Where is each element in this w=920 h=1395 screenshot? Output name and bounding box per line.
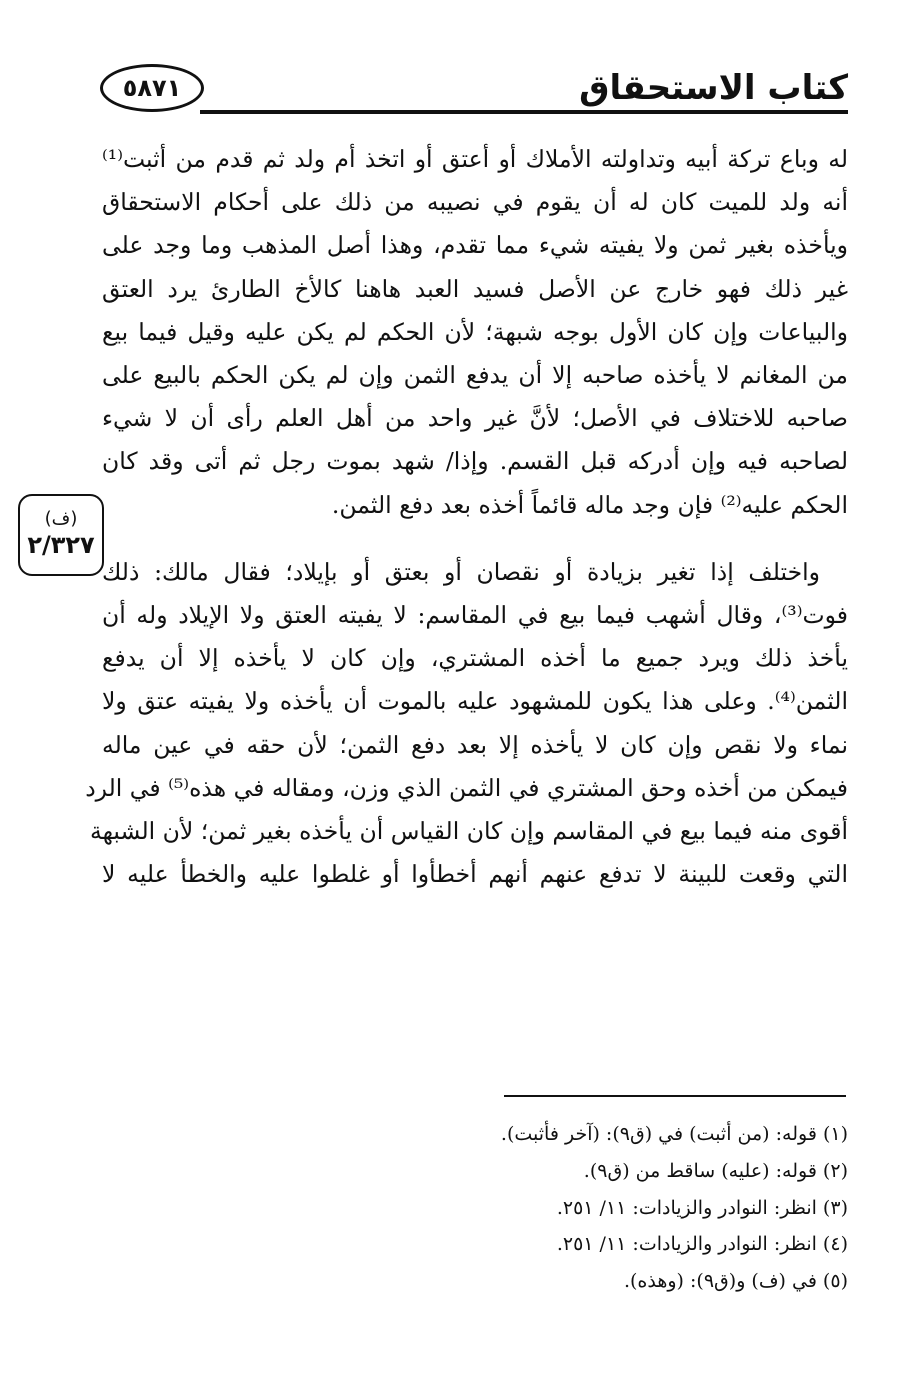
text-line: أقوى منه فيما بيع في المقاسم وإن كان القياس أن يأخذه بغير ثمن؛ لأن الشبهة: [89, 817, 848, 846]
text-line: الثمن⁽⁴⁾. وعلى هذا يكون للمشهود عليه بالموت أن يأخذه ولا يفيته عتق ولا: [102, 687, 848, 716]
text-line: صاحبه للاختلاف في الأصل؛ لأنَّ غير واحد من أهل العلم رأى أن لا شيء: [102, 404, 848, 433]
text-line: لصاحبه فيه وإن أدركه قبل القسم. وإذا/ شهد بموت رجل ثم أتى وقد كان: [102, 447, 848, 476]
margin-folio-note: [18, 494, 104, 576]
margin-manuscript-label: (ف): [44, 508, 78, 529]
footnote-1: (١) قوله: (من أثبت) في (ق٩): (آخر فأثبت).: [500, 1123, 848, 1145]
book-title: كتاب الاستحقاق: [579, 68, 848, 108]
text-line: أنه ولد للميت كان له أن يقوم في نصيبه من ذلك على أحكام الاستحقاق: [102, 188, 848, 217]
footnote-separator: [504, 1095, 846, 1097]
text-line: فيمكن من أخذه وحق المشتري في الثمن الذي وزن، ومقاله في هذه⁽⁵⁾ في الرد: [85, 773, 848, 802]
footnotes: [348, 1116, 848, 1300]
paragraph-gap: [102, 527, 848, 551]
text-line: فوت⁽³⁾، وقال أشهب فيما بيع في المقاسم: لا يفيته العتق ولا الإيلاد وله أن: [102, 601, 848, 630]
footnote-2: (٢) قوله: (عليه) ساقط من (ق٩).: [583, 1159, 848, 1182]
margin-folio-number: ٢/٣٢٧: [27, 531, 95, 559]
text-line: واختلف إذا تغير بزيادة أو نقصان أو بعتق أو بإيلاد؛ فقال مالك: ذلك: [102, 557, 820, 586]
text-line: من المغانم لا يأخذه صاحبه إلا أن يدفع الثمن وإن لم يكن الحكم بالبيع على: [102, 361, 848, 390]
text-line: غير ذلك فهو خارج عن الأصل فسيد العبد هاهنا كالأخ الطارئ يرد العتق: [102, 274, 848, 303]
text-line: نماء ولا نقص وإن كان لا يأخذه إلا بعد دفع الثمن؛ لأن حقه في عين ماله: [102, 730, 848, 759]
text-line: ويأخذه بغير ثمن ولا يفيته شيء مما تقدم، وهذا أصل المذهب وما وجد على: [102, 231, 848, 260]
text-line: الحكم عليه⁽²⁾ فإن وجد ماله قائماً أخذه بعد دفع الثمن.: [331, 490, 848, 519]
footnote-5: (٥) في (ف) و(ق٩): (وهذه).: [623, 1270, 848, 1293]
text-line: التي وقعت للبينة لا تدفع عنهم أنهم أخطأوا أو غلطوا عليه والخطأ عليه لا: [102, 860, 848, 889]
footnote-3: (٣) انظر: النوادر والزيادات: ١١/ ٢٥١.: [556, 1196, 848, 1219]
page-number-badge: [100, 64, 204, 112]
main-text: [85, 138, 848, 896]
text-line: يأخذ ذلك ويرد جميع ما أخذه المشتري، وإن كان لا يأخذه إلا أن يدفع: [102, 644, 848, 673]
text-line: والبياعات وإن كان الأول بوجه شبهة؛ لأن الحكم لم يكن عليه وقيل فيما بيع: [102, 317, 848, 346]
text-line: له وباع تركة أبيه وتداولته الأملاك أو أعتق أو اتخذ أم ولد ثم قدم من أثبت⁽¹⁾: [102, 145, 848, 173]
page-number: ٥٨٧١: [122, 74, 182, 102]
page-header: [100, 58, 848, 122]
header-rule: [200, 110, 848, 114]
footnote-4: (٤) انظر: النوادر والزيادات: ١١/ ٢٥١.: [556, 1233, 848, 1256]
